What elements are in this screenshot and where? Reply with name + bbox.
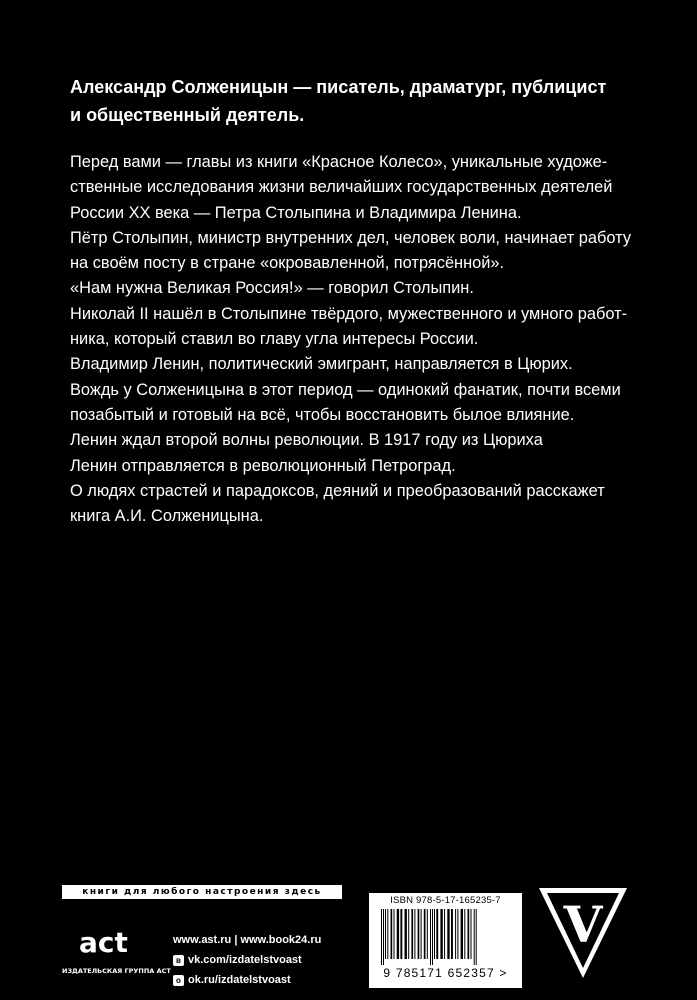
description-line: ственные исследования жизни величайших государственных деятелей <box>70 178 613 197</box>
description-line: Ленин ждал второй волны революции. В 1917 году из Цюриха <box>70 431 543 450</box>
barcode-bar <box>474 909 475 965</box>
barcode-bar <box>455 909 456 959</box>
barcode-bar <box>421 909 422 959</box>
barcode-bar <box>430 909 431 965</box>
description-line: ника, который ставил во главу угла интересы России. <box>70 330 479 349</box>
barcode-bar <box>385 909 386 959</box>
act-logo-icon <box>77 912 149 964</box>
barcode-bar <box>447 909 449 959</box>
description-line: Николай II нашёл в Столыпине твёрдого, мужественного и умного работ- <box>70 304 628 323</box>
barcode-bar <box>440 909 442 959</box>
vk-icon: в <box>173 955 184 966</box>
description-line: «Нам нужна Великая Россия!» — говорил Столыпин. <box>70 279 474 298</box>
barcode-bar <box>387 909 388 959</box>
barcode-digits: 9 785171 652357 > <box>383 966 508 980</box>
sites-link[interactable]: www.ast.ru | www.book24.ru <box>173 934 322 946</box>
description-line: Владимир Ленин, политический эмигрант, направляется в Цюрих. <box>70 355 573 374</box>
barcode-bar <box>476 909 477 965</box>
barcode-bar <box>457 909 458 959</box>
barcode-bar <box>394 909 395 959</box>
barcode-bar <box>400 909 402 959</box>
barcode <box>369 893 522 988</box>
lead-line: Александр Солженицын — писатель, драматург, публицист <box>70 77 607 97</box>
barcode-bar <box>432 909 433 965</box>
barcode-bar <box>434 909 435 959</box>
brand-v-icon <box>533 882 633 982</box>
isbn-label: ISBN 978-5-17-165235-7 <box>390 895 501 906</box>
description-line: России XX века — Петра Столыпина и Владимира Ленина. <box>70 203 522 222</box>
barcode-bar <box>408 909 409 959</box>
brand-mark: V <box>563 895 603 954</box>
barcode-bar <box>444 909 445 959</box>
description-line: позабытый и готовый на всё, чтобы восстановить былое влияние. <box>70 405 575 424</box>
ok-link[interactable]: о ok.ru/izdatelstvoast <box>173 970 321 990</box>
description-line: Ленин отправляется в революционный Петроград. <box>70 456 456 475</box>
description-text <box>70 150 670 529</box>
barcode-bar <box>424 909 426 959</box>
barcode-bar <box>414 909 415 959</box>
publisher-logo <box>62 912 171 982</box>
description-line: Пётр Столыпин, министр внутренних дел, человек воли, начинает работу <box>70 228 632 247</box>
lead-line: и общественный деятель. <box>70 105 305 125</box>
barcode-bar <box>451 909 453 959</box>
barcode-bar <box>405 909 407 959</box>
barcode-bar <box>397 909 399 959</box>
lead-paragraph <box>70 73 650 129</box>
ok-icon: о <box>173 975 184 986</box>
description-line: Перед вами — главы из книги «Красное Колесо», уникальные художе- <box>70 153 608 171</box>
vk-link[interactable]: в vk.com/izdatelstvoast <box>173 950 321 970</box>
publisher-links <box>173 930 321 990</box>
barcode-bar <box>383 909 384 965</box>
barcode-bar <box>418 909 420 959</box>
barcode-bar <box>471 909 472 959</box>
barcode-bars <box>379 909 519 965</box>
barcode-bar <box>391 909 393 959</box>
description-line: на своём посту в стране «окровавленной, потрясённой». <box>70 254 505 273</box>
barcode-bar <box>464 909 465 959</box>
barcode-bar <box>461 909 463 959</box>
barcode-bar <box>411 909 413 959</box>
barcode-bar <box>427 909 428 959</box>
barcode-bar <box>381 909 382 965</box>
barcode-bar <box>468 909 470 959</box>
tagline-banner: книги для любого настроения здесь <box>62 885 342 899</box>
logo-text: act <box>79 926 128 959</box>
barcode-bar <box>436 909 438 959</box>
description-line: книга А.И. Солженицына. <box>70 507 264 526</box>
logo-caption: ИЗДАТЕЛЬСКАЯ ГРУППА АСТ <box>62 967 171 975</box>
description-line: Вождь у Солженицына в этот период — одинокий фанатик, почти всеми <box>70 380 621 399</box>
description-line: О людях страстей и парадоксов, деяний и преобразований расскажет <box>70 481 605 500</box>
